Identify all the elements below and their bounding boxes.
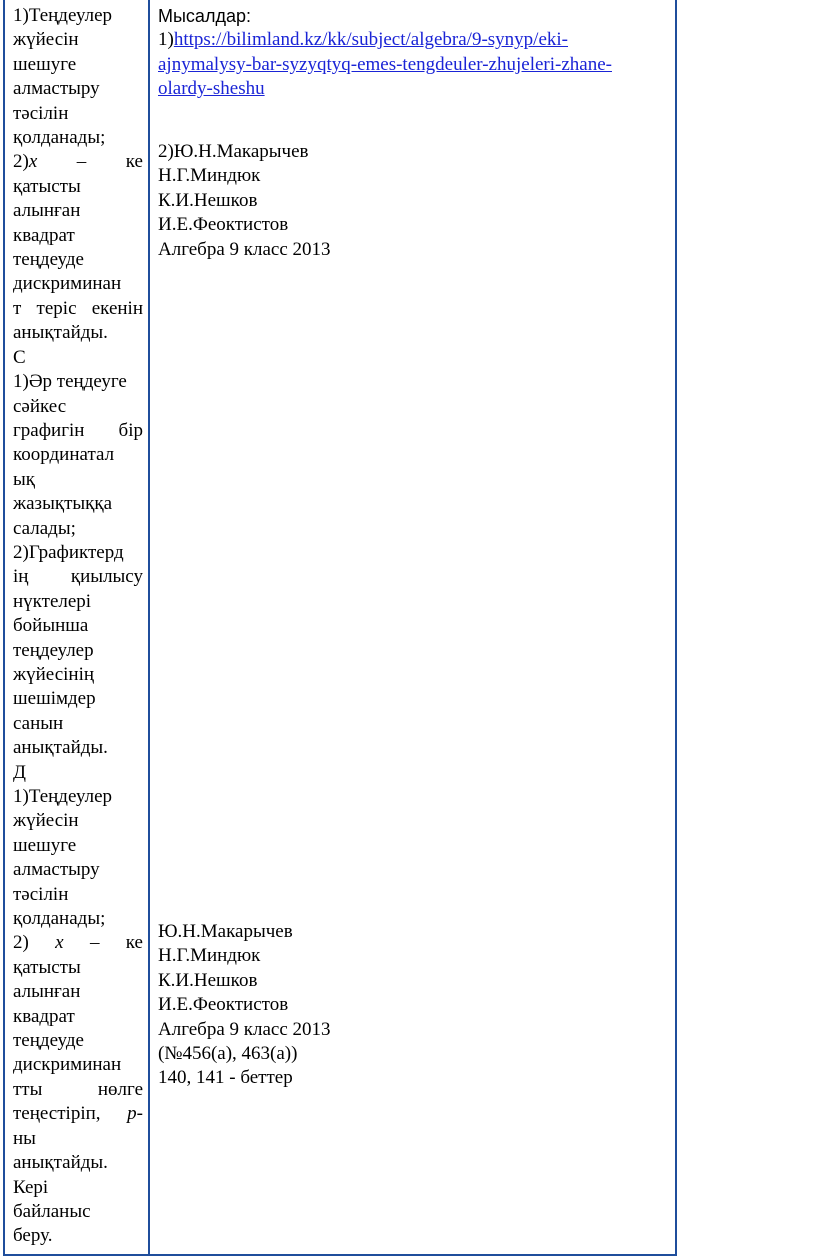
reference-line: Н.Г.Миндюк [158,165,261,187]
left-line: Кері [13,1176,49,1198]
reference-line: К.И.Нешков [158,189,258,211]
reference-line: 140, 141 - беттер [158,1067,293,1089]
reference-line: Н.Г.Миндюк [158,945,261,967]
reference-block-1 [158,140,673,262]
left-line: шешімдер [13,688,96,710]
left-line: бойынша [13,615,89,637]
left-line: санын [13,712,64,734]
reference-line: И.Е.Феоктистов [158,994,289,1016]
content-table [3,0,677,1256]
link-line [158,53,673,77]
left-line: жүйесін [13,29,79,51]
left-line: ық [13,468,35,490]
left-line: 2) x – ке [13,932,143,954]
reference-line: Алгебра 9 класс 2013 [158,238,331,260]
left-line: квадрат [13,1005,75,1027]
variable-p: p [127,1103,137,1125]
left-line: анықтайды. [13,1152,108,1174]
reference-line: К.И.Нешков [158,969,258,991]
left-line: 1)Теңдеулер [13,5,113,26]
left-line: тты нөлге [13,1078,143,1100]
left-line: тәсілін [13,102,69,124]
reference-line: 2)Ю.Н.Макарычев [158,141,309,162]
left-line: алынған [13,981,81,1003]
left-line: қатысты [13,956,81,978]
bilimland-link[interactable]: ajnymalysy-bar-syzyqtyq-emes-tengdeuler-zhujeleri-zhane- [158,53,612,75]
left-line: жазықтыққа [13,493,113,515]
column-divider [148,0,150,1254]
left-line: теңдеуде [13,1030,84,1052]
left-line: қолданады; [13,908,106,930]
left-line: жүйесін [13,810,79,832]
left-column [13,4,143,1249]
link-line: 1)https://bilimland.kz/kk/subject/algebra/9-synyp/eki- [158,29,569,51]
reference-line: И.Е.Феоктистов [158,214,289,236]
examples-title: Мысалдар: [158,6,251,26]
section-c-label: C [13,346,26,368]
left-line: нүктелері [13,590,92,612]
left-line: шешуге [13,834,77,856]
left-line: анықтайды. [13,737,108,759]
reference-line: Алгебра 9 класс 2013 [158,1018,331,1040]
left-line: дискриминан [13,1054,122,1076]
left-line: анықтайды. [13,322,108,344]
section-d-label: Д [13,761,26,783]
left-line: 1)Әр теңдеуге [13,371,127,393]
left-line: қатысты [13,175,81,197]
left-line: алмастыру [13,78,100,100]
left-line: беру. [13,1225,53,1247]
left-line: тәсілін [13,883,69,905]
left-line: т теріс екенін [13,297,143,319]
left-line: графигін бір [13,419,143,441]
left-line: алынған [13,200,81,222]
left-line: қолданады; [13,127,106,149]
left-line: квадрат [13,224,75,246]
left-line: дискриминан [13,273,122,295]
left-line: 2)x – ке [13,151,143,173]
left-line: алмастыру [13,859,100,881]
left-line: байланыс [13,1200,91,1222]
reference-block-2 [158,920,673,1091]
left-line: 2)Графиктерд [13,541,124,563]
left-line: 1)Теңдеулер [13,786,113,807]
left-line: салады; [13,517,76,539]
bilimland-link[interactable]: https://bilimland.kz/kk/subject/algebra/9-synyp/eki- [173,29,569,51]
left-line: сәйкес [13,395,67,417]
bilimland-link[interactable]: olardy-sheshu [158,78,265,100]
left-line: шешуге [13,53,77,75]
variable-x: x [55,932,64,954]
left-line: координатал [13,444,115,466]
left-line: теңестіріп, p- [13,1103,143,1125]
left-line: теңдеулер [13,639,94,661]
link-line [158,77,673,101]
variable-x: x [28,151,38,173]
left-line: жүйесінің [13,663,95,685]
reference-line: Ю.Н.Макарычев [158,921,293,942]
examples-block [158,4,673,102]
left-line: ны [13,1127,36,1149]
left-line: ің қиылысу [13,566,143,588]
left-line: теңдеуде [13,249,84,271]
reference-line: (№456(а), 463(а)) [158,1043,298,1065]
